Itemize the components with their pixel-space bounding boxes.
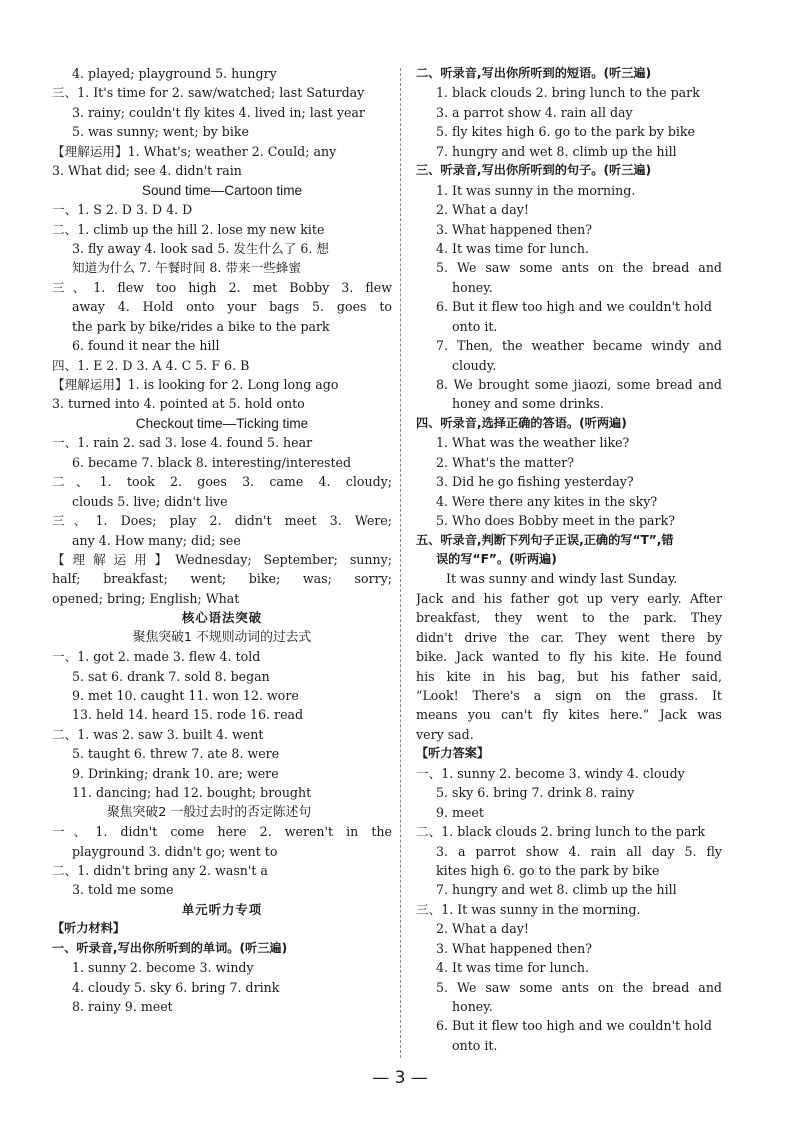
left-line: 一、1. got 2. made 3. flew 4. told [52,649,261,665]
right-line: 5. We saw some ants on the bread and [436,979,722,995]
left-line: 5. was sunny; went; by bike [72,124,249,140]
right-line: 1. black clouds 2. bring lunch to the park [436,85,700,101]
left-line: away 4. Hold onto your bags 5. goes to [72,299,392,315]
right-column [416,64,722,1055]
left-line: 【理解运用】Wednesday; September; sunny; [52,551,392,567]
left-line: the park by bike/rides a bike to the park [72,318,330,334]
left-line: 聚焦突破1 不规则动词的过去式 [132,629,312,645]
right-line: 6. But it flew too high and we couldn't hold [436,299,712,315]
right-line: 2. What a day! [436,921,529,937]
page-number: — 3 — [372,1068,428,1088]
right-line: kites high 6. go to the park by bike [436,862,660,878]
right-line: 5. sky 6. bring 7. drink 8. rainy [436,785,635,801]
right-line: honey. [452,999,493,1014]
right-line: 4. It was time for lunch. [436,960,589,976]
left-line: 1. sunny 2. become 3. windy [72,960,254,976]
right-line: 误的写“F”。(听两遍) [436,551,557,566]
left-line: 聚焦突破2 一般过去时的否定陈述句 [107,804,312,820]
right-line: very sad. [416,726,474,742]
left-line: 9. met 10. caught 11. won 12. wore [72,688,299,703]
left-line: 一、1. didn't come here 2. weren't in the [52,824,392,840]
right-line: honey and some drinks. [452,396,604,412]
left-column [52,64,392,1016]
right-line: It was sunny and windy last Sunday. [446,571,678,587]
right-line: 【听力答案】 [416,746,490,761]
column-divider [400,68,401,1058]
left-line: opened; bring; English; What [52,590,240,606]
left-line: 3. told me some [72,882,174,898]
left-line: playground 3. didn't go; went to [72,843,278,859]
right-line: 一、1. sunny 2. become 3. windy 4. cloudy [416,765,685,781]
left-line: 四、1. E 2. D 3. A 4. C 5. F 6. B [52,357,250,373]
left-line: 一、1. rain 2. sad 3. lose 4. found 5. hear [52,435,313,451]
right-line: 3. What happened then? [436,940,592,956]
right-line: “Look! There's a sign on the grass. It [416,688,722,703]
left-line: 核心语法突破 [181,610,263,626]
left-line: 三、1. It's time for 2. saw/watched; last Saturday [52,85,365,101]
left-line: 5. taught 6. threw 7. ate 8. were [72,746,280,762]
right-line: 1. It was sunny in the morning. [436,182,636,198]
right-line: 5. Who does Bobby meet in the park? [436,513,675,529]
left-line: 6. found it near the hill [72,338,220,354]
right-line: 3. Did he go fishing yesterday? [436,474,634,490]
left-line: Sound time—Cartoon time [141,182,303,198]
left-line: 11. dancing; had 12. bought; brought [72,785,312,801]
left-line: half; breakfast; went; bike; was; sorry; [52,571,392,587]
right-line: bike. Jack wanted to fly his kite. He found [416,649,722,665]
right-line: 二、1. black clouds 2. bring lunch to the park [416,824,706,840]
right-line: 2. What's the matter? [436,454,574,470]
left-line: 一、1. S 2. D 3. D 4. D [52,202,193,218]
right-line: his kite in his bag, but his father said, [416,668,722,684]
right-line: 6. But it flew too high and we couldn't hold [436,1018,712,1034]
left-line: 一、听录音,写出你所听到的单词。(听三遍) [52,940,288,955]
right-line: 5. We saw some ants on the bread and [436,260,722,276]
right-line: 三、听录音,写出你所听到的句子。(听三遍) [416,163,652,178]
left-line: 3. What did; see 4. didn't rain [52,163,242,179]
left-line: clouds 5. live; didn't live [72,493,228,509]
right-line: honey. [452,279,493,295]
left-line: 三、1. flew too high 2. met Bobby 3. flew [52,279,392,295]
right-line: 7. hungry and wet 8. climb up the hill [436,143,677,159]
right-line: 四、听录音,选择正确的答语。(听两遍) [416,415,627,430]
left-line: Checkout time—Ticking time [135,415,309,431]
left-line: 知道为什么 7. 午餐时间 8. 带来一些蜂蜜 [72,260,301,276]
left-line: 5. sat 6. drank 7. sold 8. began [72,668,270,684]
left-line: 单元听力专项 [181,901,263,917]
left-line: 3. turned into 4. pointed at 5. hold onto [52,396,305,412]
left-line: 【理解运用】1. What's; weather 2. Could; any [52,143,337,159]
right-line: 3. a parrot show 4. rain all day [436,104,633,120]
left-line: 二、1. took 2. goes 3. came 4. cloudy; [52,474,392,490]
right-line: 7. Then, the weather became windy and [436,338,722,354]
right-line: onto it. [452,1037,498,1053]
right-line: onto it. [452,318,498,334]
right-line: breakfast, they went to the park. They [416,610,722,626]
left-line: 【理解运用】1. is looking for 2. Long long ago [52,377,339,392]
right-line: 8. We brought some jiaozi, some bread and [436,377,722,392]
left-line: 4. cloudy 5. sky 6. bring 7. drink [72,979,280,995]
right-line: 三、1. It was sunny in the morning. [416,901,641,917]
left-line: 三、1. Does; play 2. didn't meet 3. Were; [52,513,392,529]
right-line: cloudy. [452,357,497,373]
right-line: means you can't fly kites here.” Jack was [416,707,722,723]
left-line: 二、1. was 2. saw 3. built 4. went [52,726,264,742]
right-line: 1. What was the weather like? [436,435,630,451]
right-line: 二、听录音,写出你所听到的短语。(听三遍) [416,66,652,80]
left-line: 二、1. climb up the hill 2. lose my new kite [52,221,325,237]
right-line: 9. meet [436,804,484,820]
left-line: 3. rainy; couldn't fly kites 4. lived in; last year [72,104,365,120]
right-line: 4. Were there any kites in the sky? [436,493,658,509]
right-line: 五、听录音,判断下列句子正误,正确的写“T”,错 [416,532,674,547]
right-line: Jack and his father got up very early. After [416,590,722,606]
right-line: 2. What a day! [436,202,529,218]
right-line: 7. hungry and wet 8. climb up the hill [436,882,677,898]
left-line: 6. became 7. black 8. interesting/interested [72,454,352,470]
right-line: 4. It was time for lunch. [436,240,589,256]
left-line: 9. Drinking; drank 10. are; were [72,765,279,781]
left-line: 二、1. didn't bring any 2. wasn't a [52,862,268,878]
right-line: didn't drive the car. They went there by [416,629,722,645]
right-line: 3. What happened then? [436,221,592,237]
left-line: 8. rainy 9. meet [72,999,173,1014]
right-line: 3. a parrot show 4. rain all day 5. fly [436,843,722,859]
left-line: 【听力材料】 [52,921,126,936]
left-line: 13. held 14. heard 15. rode 16. read [72,707,304,723]
left-line: 3. fly away 4. look sad 5. 发生什么了 6. 想 [72,240,329,256]
left-line: any 4. How many; did; see [72,532,241,548]
right-line: 5. fly kites high 6. go to the park by bike [436,124,696,140]
left-line: 4. played; playground 5. hungry [72,66,277,81]
